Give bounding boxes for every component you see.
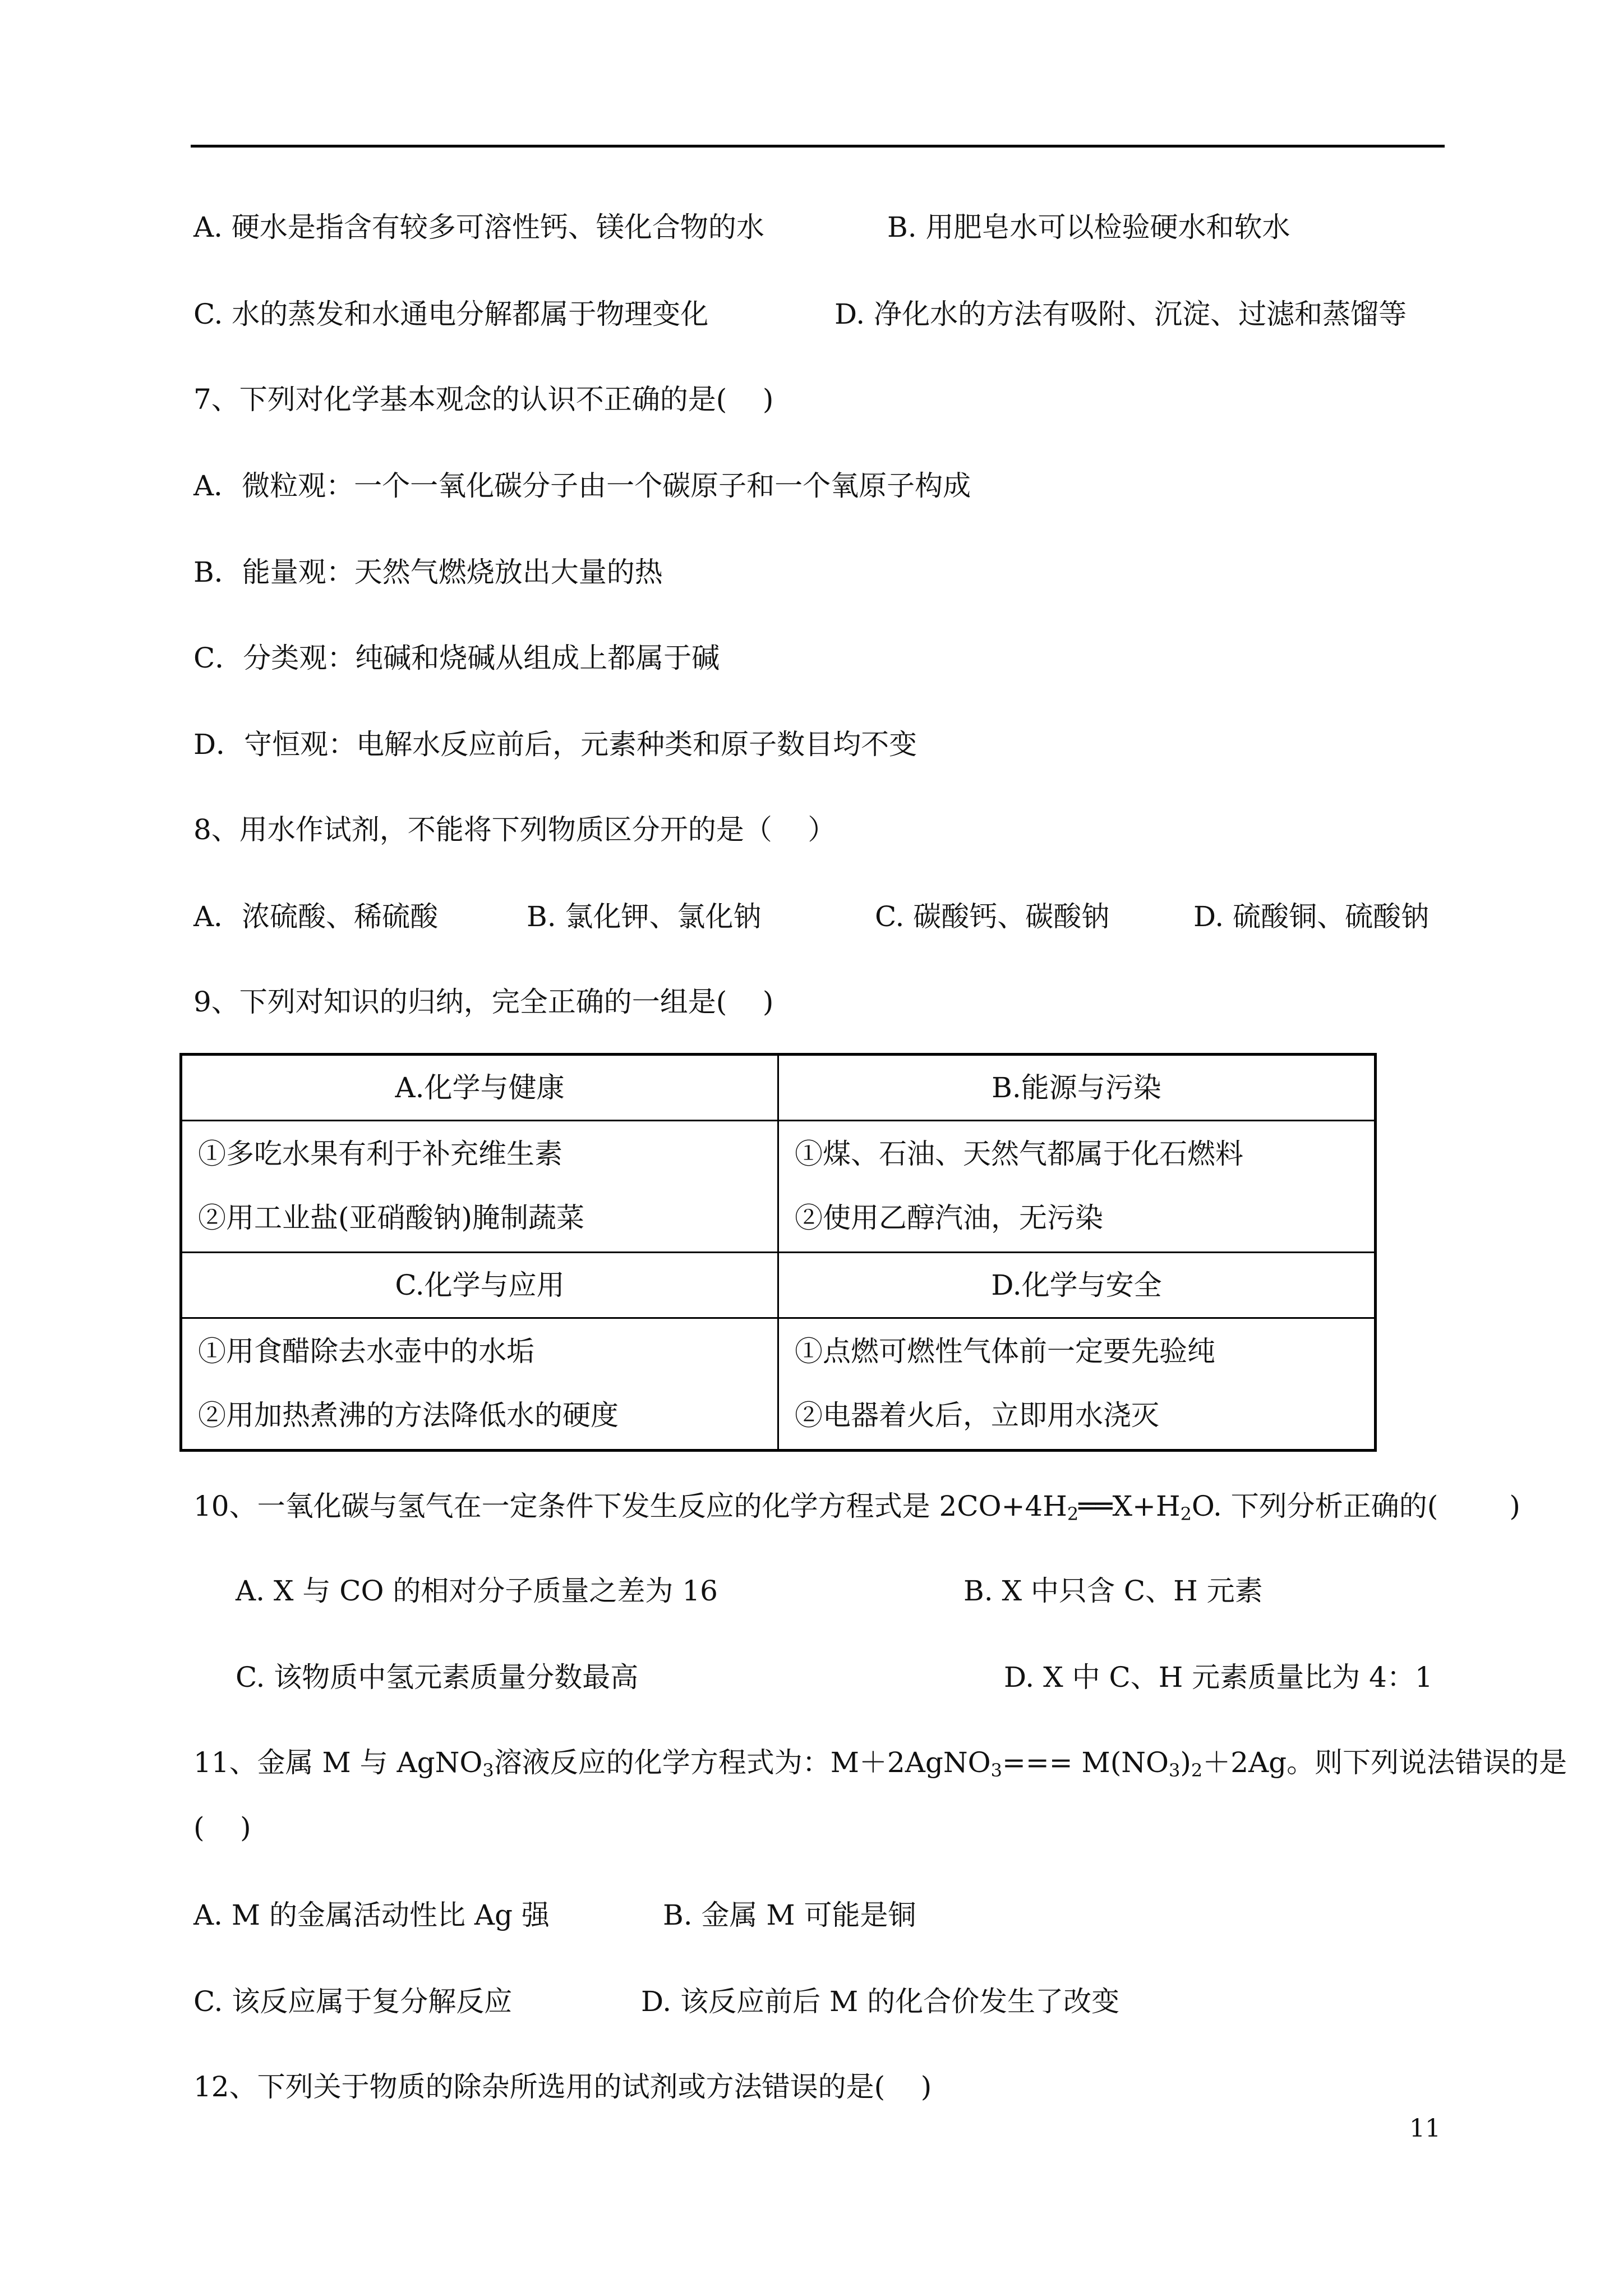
- q11-option-a: A. M 的金属活动性比 Ag 强: [193, 1899, 550, 1931]
- q8-stem: 8、用水作试剂，不能将下列物质区分开的是（ ）: [193, 813, 836, 846]
- table-cell-a: [181, 1121, 778, 1253]
- q10-option-c: C. 该物质中氢元素质量分数最高: [236, 1661, 639, 1694]
- q11-answer-paren: ( ): [193, 1811, 251, 1844]
- table-header-b: B.能源与污染: [778, 1055, 1376, 1121]
- table-cell-c: [181, 1318, 778, 1451]
- table-header-a: A.化学与健康: [181, 1055, 778, 1121]
- q9-knowledge-table: [179, 1053, 1377, 1452]
- page-number: 11: [1409, 2114, 1441, 2143]
- q6-option-a: A. 硬水是指含有较多可溶性钙、镁化合物的水: [193, 211, 764, 243]
- q11-option-b: B. 金属 M 可能是铜: [663, 1899, 916, 1931]
- q10-option-b: B. X 中只含 C、H 元素: [963, 1575, 1263, 1607]
- table-b-item-1: ①煤、石油、天然气都属于化石燃料: [795, 1138, 1243, 1170]
- table-a-item-2: ②用工业盐(亚硝酸钠)腌制蔬菜: [198, 1202, 585, 1234]
- table-d-item-2: ②电器着火后，立即用水浇灭: [795, 1399, 1159, 1432]
- table-cell-d: [778, 1318, 1376, 1451]
- q7-option-b: B．能量观：天然气燃烧放出大量的热: [193, 556, 663, 588]
- q12-stem: 12、下列关于物质的除杂所选用的试剂或方法错误的是( ): [193, 2070, 932, 2103]
- header-rule: [191, 145, 1445, 148]
- q10-option-a: A. X 与 CO 的相对分子质量之差为 16: [236, 1575, 718, 1607]
- table-header-c: C.化学与应用: [181, 1253, 778, 1318]
- q8-option-d: D. 硫酸铜、硫酸钠: [1193, 900, 1430, 933]
- table-d-item-1: ①点燃可燃性气体前一定要先验纯: [795, 1335, 1215, 1368]
- q7-stem: 7、下列对化学基本观念的认识不正确的是( ): [193, 383, 774, 416]
- table-cell-b: [778, 1121, 1376, 1253]
- q8-option-a: A．浓硫酸、稀硫酸: [193, 900, 439, 933]
- q9-stem: 9、下列对知识的归纳，完全正确的一组是( ): [193, 986, 774, 1018]
- table-header-d: D.化学与安全: [778, 1253, 1376, 1318]
- table-c-item-1: ①用食醋除去水壶中的水垢: [198, 1335, 534, 1368]
- q6-option-b: B. 用肥皂水可以检验硬水和软水: [887, 211, 1290, 243]
- q6-option-d: D. 净化水的方法有吸附、沉淀、过滤和蒸馏等: [834, 298, 1407, 330]
- q7-option-a: A．微粒观：一个一氧化碳分子由一个碳原子和一个氧原子构成: [193, 470, 971, 502]
- q7-option-d: D．守恒观：电解水反应前后，元素种类和原子数目均不变: [193, 728, 917, 761]
- table-c-item-2: ②用加热煮沸的方法降低水的硬度: [198, 1399, 619, 1432]
- q11-option-c: C. 该反应属于复分解反应: [193, 1985, 513, 2018]
- q8-option-c: C. 碳酸钙、碳酸钠: [875, 900, 1110, 933]
- q7-option-c: C．分类观：纯碱和烧碱从组成上都属于碱: [193, 642, 720, 674]
- q11-stem: 11、金属 M 与 AgNO3溶液反应的化学方程式为：M＋2AgNO3=== M(NO3)2＋2Ag。则下列说法错误的是: [193, 1746, 1567, 1781]
- q8-option-b: B. 氯化钾、氯化钠: [527, 900, 762, 933]
- q11-option-d: D. 该反应前后 M 的化合价发生了改变: [641, 1985, 1120, 2018]
- table-a-item-1: ①多吃水果有利于补充维生素: [198, 1138, 562, 1170]
- q6-option-c: C. 水的蒸发和水通电分解都属于物理变化: [193, 298, 709, 330]
- q10-option-d: D. X 中 C、H 元素质量比为 4：1: [1004, 1661, 1433, 1694]
- table-b-item-2: ②使用乙醇汽油，无污染: [795, 1202, 1103, 1234]
- q10-stem: 10、一氧化碳与氢气在一定条件下发生反应的化学方程式是 2CO+4H2══X+H2O. 下列分析正确的( ): [193, 1490, 1520, 1525]
